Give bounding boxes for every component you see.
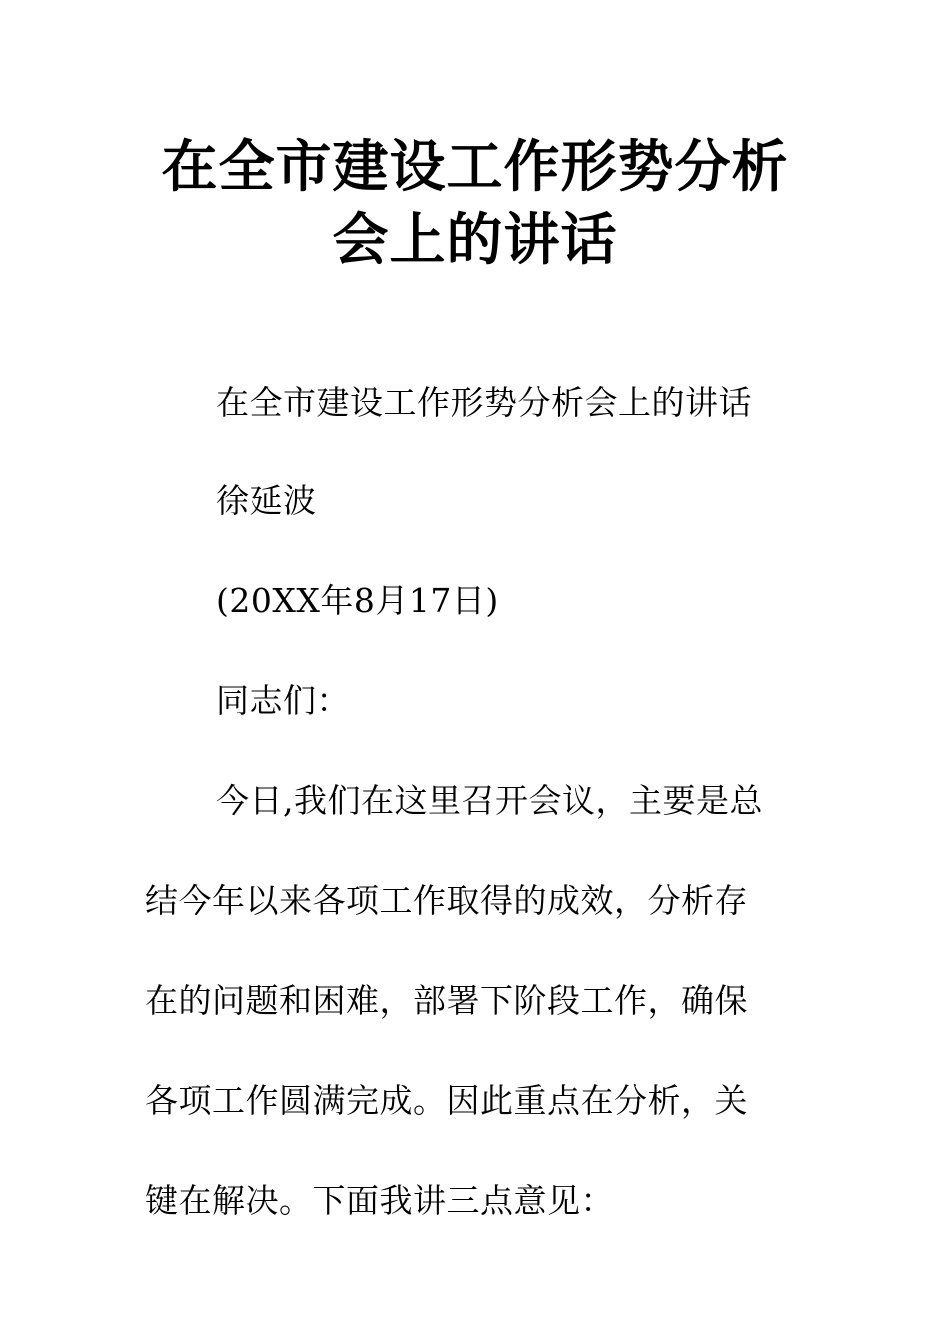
paragraph-line-4: 各项工作圆满完成。因此重点在分析，关	[145, 1081, 748, 1120]
paragraph-line-5: 键在解决。下面我讲三点意见：	[145, 1181, 614, 1220]
document-title-line-1: 在全市建设工作形势分析	[161, 135, 789, 200]
speaker-name: 徐延波	[216, 481, 317, 520]
paragraph-line-3: 在的问题和困难，部署下阶段工作，确保	[145, 981, 748, 1020]
speech-subtitle: 在全市建设工作形势分析会上的讲话	[216, 383, 752, 422]
paragraph-line-1: 今日,我们在这里召开会议，主要是总	[216, 781, 763, 820]
speech-date: (20XX年8月17日)	[216, 581, 499, 620]
salutation: 同志们：	[216, 681, 350, 720]
paragraph-line-2: 结今年以来各项工作取得的成效，分析存	[145, 881, 748, 920]
document-title-line-2: 会上的讲话	[332, 208, 618, 273]
